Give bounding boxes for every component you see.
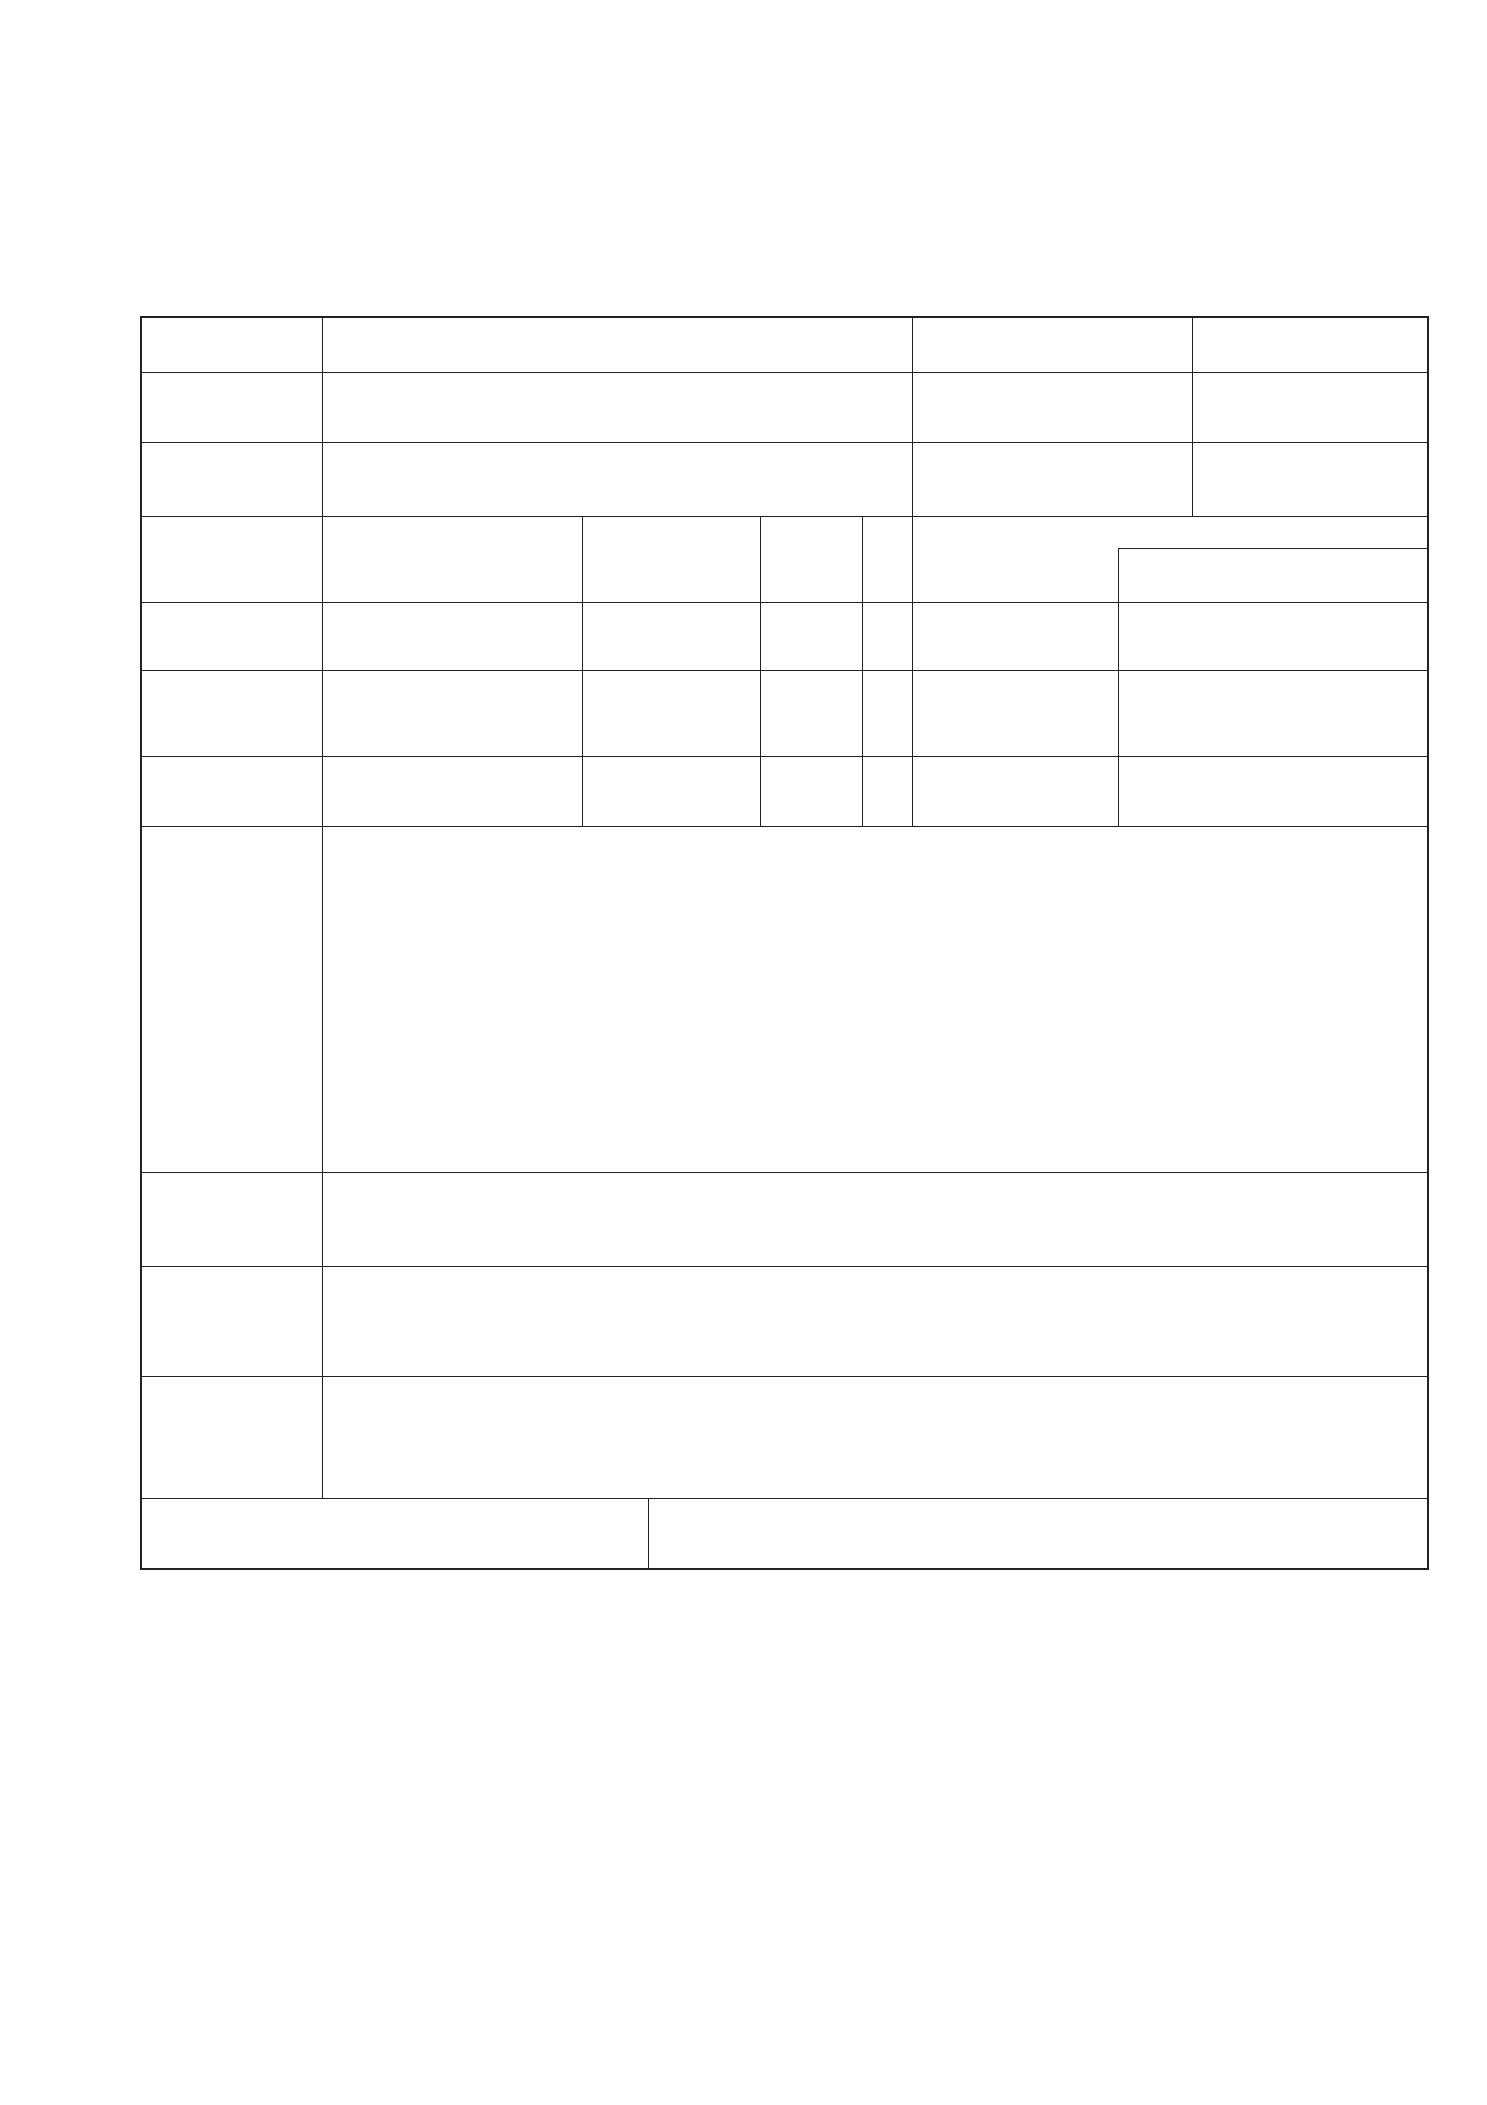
project-name [336,374,906,442]
buyer-contact [1204,444,1424,480]
buyer-phone-label [914,444,1192,516]
buyer-label [142,444,322,516]
agent-phone-label [914,518,1192,602]
agent-name [336,518,906,602]
max-price-label [914,374,1192,442]
buyer-phone [1204,478,1424,514]
buyer-name [336,444,906,516]
project-label [142,374,322,442]
agent-label [142,518,322,602]
max-price-value [1204,374,1424,442]
